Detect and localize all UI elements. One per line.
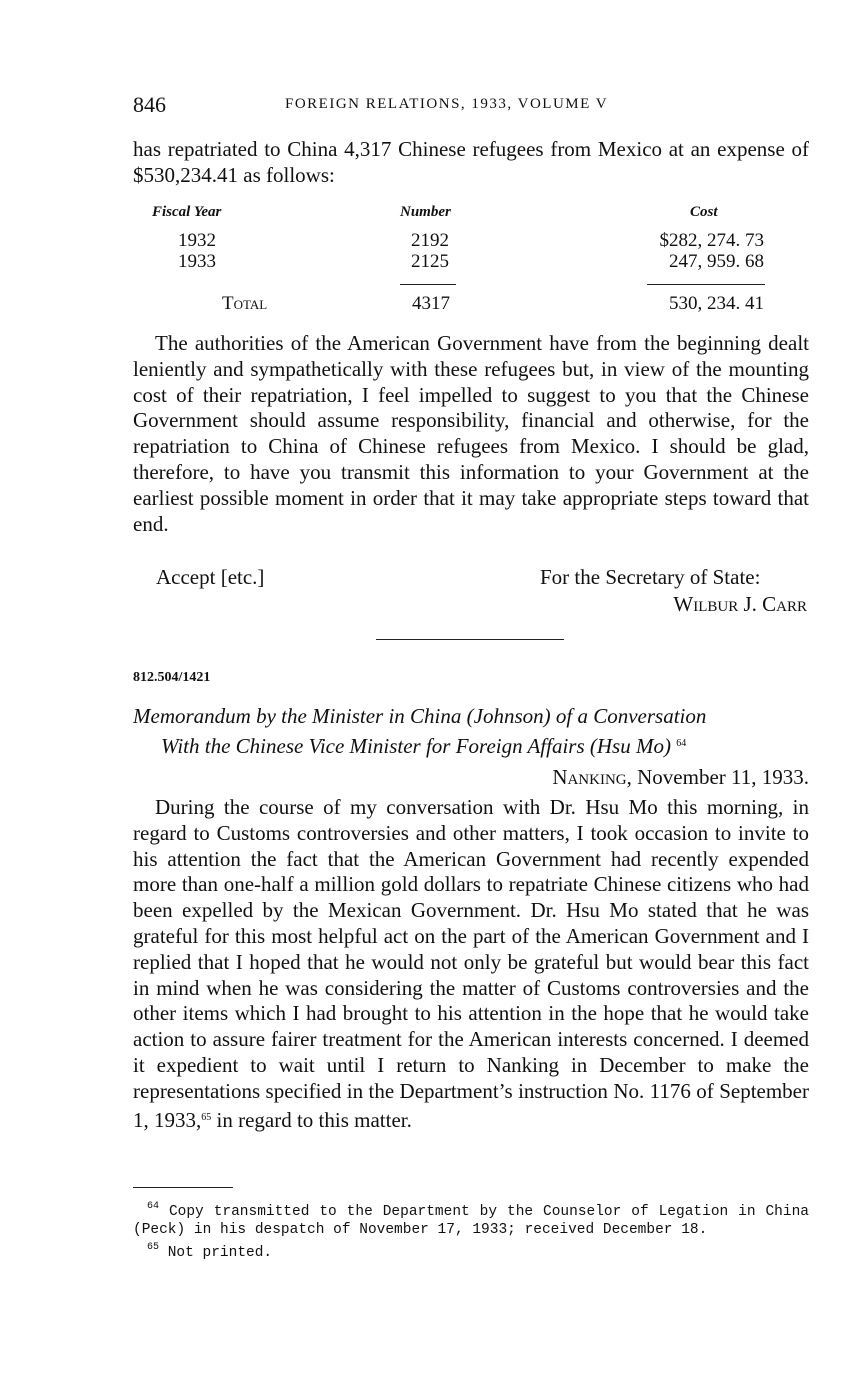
table-row-cost: $282, 274. 73 xyxy=(659,230,764,251)
closing-for-line: For the Secretary of State: xyxy=(540,565,761,589)
title-line-2: With the Chinese Vice Minister for Foreign Affairs (Hsu Mo) xyxy=(161,734,671,758)
dateline xyxy=(133,765,809,790)
footnote-text: Not printed. xyxy=(167,1245,273,1261)
footnote-mark: 65 xyxy=(147,1242,160,1253)
table-total-number: 4317 xyxy=(412,293,450,314)
memorandum-body xyxy=(133,795,809,1133)
letter-paragraph: The authorities of the American Government have from the beginning dealt leniently and sympathetically with these refugees but, in view of the mounting cost of their repatriation, I feel impelled to suggest to you that the Chinese Government should assume responsibility, financial and otherwise, for the repatriation to China of Chinese refugees from Mexico. I should be glad, therefore, to have you transmit this information to your Government at the earliest possible moment in order that it may take appropriate steps toward that end. xyxy=(133,331,809,536)
footnote-mark: 64 xyxy=(147,1201,160,1212)
repatriation-cost-table xyxy=(150,200,770,320)
table-row-year: 1933 xyxy=(178,251,216,272)
footnote-64 xyxy=(133,1198,809,1239)
intro-paragraph: has repatriated to China 4,317 Chinese refugees from Mexico at an expense of $530,234.41 as follows: xyxy=(133,137,809,187)
footnote-rule xyxy=(133,1187,233,1188)
table-header-number: Number xyxy=(400,204,451,220)
table-header-cost: Cost xyxy=(690,204,718,220)
footnotes xyxy=(133,1198,809,1263)
table-row-number: 2192 xyxy=(411,230,449,251)
signature: Wilbur J. Carr xyxy=(673,592,807,616)
dateline-place: Nanking xyxy=(552,765,627,789)
footnote-65 xyxy=(133,1239,809,1263)
cost-total-rule xyxy=(647,284,765,285)
table-header-fiscal-year: Fiscal Year xyxy=(152,204,222,220)
body-text: During the course of my conversation with Dr. Hsu Mo this morning, in regard to Customs controversies and other matters, I took occasion to invite to his attention the fact that the American Government had recently expended more than one-half a million gold dollars to repatriate Chinese citizens who had been expelled by the Mexican Government. Dr. Hsu Mo stated that he was grateful for this most helpful act on the part of the American Government and I replied that I hoped that he would not only be grateful but would bear this fact in mind when he was considering the matter of Customs controversies and the other items which I had brought to his attention in the hope that he would take action to assure fairer treatment for the American interests concerned. I deemed it expedient to wait until I return to Nanking in December to make the representations specified in the Department’s instruction No. 1176 of September 1, 1933, xyxy=(133,795,809,1132)
footnote-ref: 64 xyxy=(676,738,687,749)
table-total-cost: 530, 234. 41 xyxy=(669,293,764,314)
table-row-cost: 247, 959. 68 xyxy=(669,251,764,272)
table-total-label: Total xyxy=(222,293,268,314)
page-number: 846 xyxy=(133,92,166,117)
closing-accept: Accept [etc.] xyxy=(156,565,265,589)
table-row-number: 2125 xyxy=(411,251,449,272)
footnote-text: Copy transmitted to the Department by the Counselor of Legation in China (Peck) in his despatch of November 17, 1933; received December 18. xyxy=(133,1204,809,1238)
section-divider xyxy=(376,639,564,640)
number-total-rule xyxy=(400,284,456,285)
page-header xyxy=(133,92,809,122)
running-head: FOREIGN RELATIONS, 1933, VOLUME V xyxy=(285,96,609,112)
title-line-1: Memorandum by the Minister in China (Johnson) of a Conversation xyxy=(133,704,707,728)
body-tail: in regard to this matter. xyxy=(211,1107,412,1132)
file-number: 812.504/1421 xyxy=(133,670,211,685)
dateline-date: , November 11, 1933. xyxy=(626,765,809,789)
table-row-year: 1932 xyxy=(178,230,216,251)
document-title xyxy=(133,703,809,760)
footnote-ref: 65 xyxy=(201,1111,212,1123)
